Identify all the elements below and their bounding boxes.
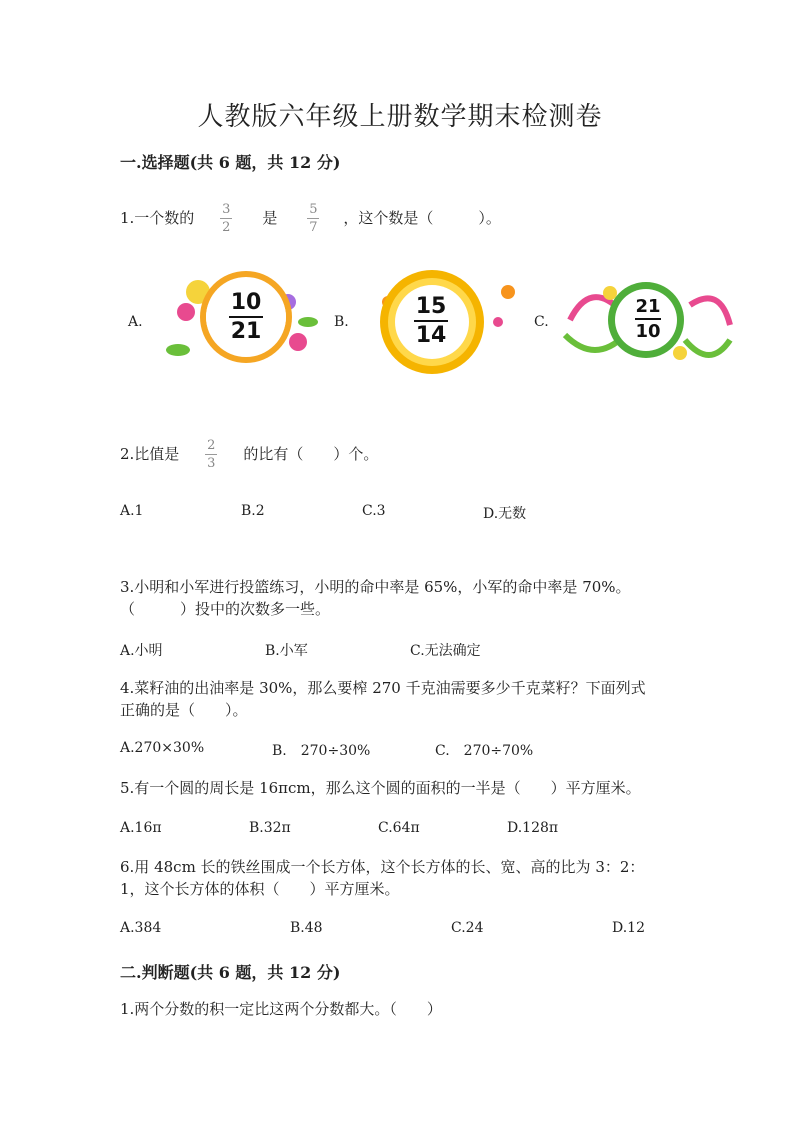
q5-option-c: C.64π	[378, 820, 420, 836]
fraction-2-3	[205, 438, 217, 471]
numerator: 10	[230, 290, 262, 315]
q2-option-a: A.1	[120, 503, 144, 519]
denominator: 21	[230, 319, 262, 344]
fraction-option-c	[622, 293, 674, 345]
option-a-label: A.	[128, 314, 143, 330]
question-4-line-2: 正确的是（ ）。	[120, 701, 248, 719]
question-5-line-1: 5.有一个圆的周长是 16πcm，那么这个圆的面积的一半是（ ）平方厘米。	[120, 779, 641, 797]
q3-option-a: A.小明	[120, 643, 163, 659]
question-2	[120, 436, 378, 472]
option-b-label: B.	[334, 314, 349, 330]
q4-option-b: B. 270÷30%	[272, 743, 371, 759]
q6-option-a: A.384	[120, 920, 162, 936]
numerator: 15	[415, 294, 447, 319]
q3-option-c: C.无法确定	[410, 643, 481, 659]
q5-option-d: D.128π	[507, 820, 559, 836]
question-6-line-1: 6.用 48cm 长的铁丝围成一个长方体，这个长方体的长、宽、高的比为 3：2：	[120, 858, 645, 876]
q2-option-c: C.3	[362, 503, 386, 519]
denominator: 2	[222, 219, 231, 235]
judgement-1: 1.两个分数的积一定比这两个分数都大。（ ）	[120, 1000, 442, 1018]
q6-option-d: D.12	[612, 920, 645, 936]
q5-option-b: B.32π	[249, 820, 291, 836]
numerator: 3	[222, 201, 231, 217]
denominator: 14	[415, 323, 447, 348]
fraction-5-7	[307, 202, 319, 235]
fraction-3-2	[220, 202, 232, 235]
q2-option-b: B.2	[241, 503, 265, 519]
question-4-line-1: 4.菜籽油的出油率是 30%，那么要榨 270 千克油需要多少千克菜籽？下面列式	[120, 679, 646, 697]
section-heading-choice: 一.选择题(共 6 题，共 12 分)	[120, 153, 341, 172]
q6-option-b: B.48	[290, 920, 323, 936]
numerator: 21	[635, 296, 661, 317]
question-1	[120, 200, 501, 236]
q3-option-b: B.小军	[265, 643, 308, 659]
question-1-text-mid: 是	[262, 209, 278, 227]
q6-option-c: C.24	[451, 920, 484, 936]
section-heading-judgement: 二.判断题(共 6 题，共 12 分)	[120, 963, 341, 982]
q4-option-c: C. 270÷70%	[435, 743, 534, 759]
question-6-line-2: 1，这个长方体的体积（ ）平方厘米。	[120, 880, 400, 898]
q4-option-a: A.270×30%	[120, 740, 205, 756]
option-c-label: C.	[534, 314, 549, 330]
q5-option-a: A.16π	[120, 820, 162, 836]
fraction-option-b	[397, 287, 465, 355]
question-3-line-2: （ ）投中的次数多一些。	[120, 600, 331, 618]
question-2-text-pre: 2.比值是	[120, 445, 180, 463]
fraction-option-a	[206, 279, 286, 355]
question-1-text-post: ，这个数是（ ）。	[343, 209, 501, 227]
numerator: 5	[309, 201, 318, 217]
question-2-text-post: 的比有（ ）个。	[243, 445, 379, 463]
page-title: 人教版六年级上册数学期末检测卷	[197, 102, 603, 132]
question-3-line-1: 3.小明和小军进行投篮练习，小明的命中率是 65%，小军的命中率是 70%。	[120, 578, 631, 596]
q2-option-d: D.无数	[483, 506, 527, 522]
denominator: 7	[309, 219, 318, 235]
numerator: 2	[207, 437, 216, 453]
denominator: 3	[207, 455, 216, 471]
question-1-text-pre: 1.一个数的	[120, 209, 195, 227]
denominator: 10	[635, 321, 661, 342]
